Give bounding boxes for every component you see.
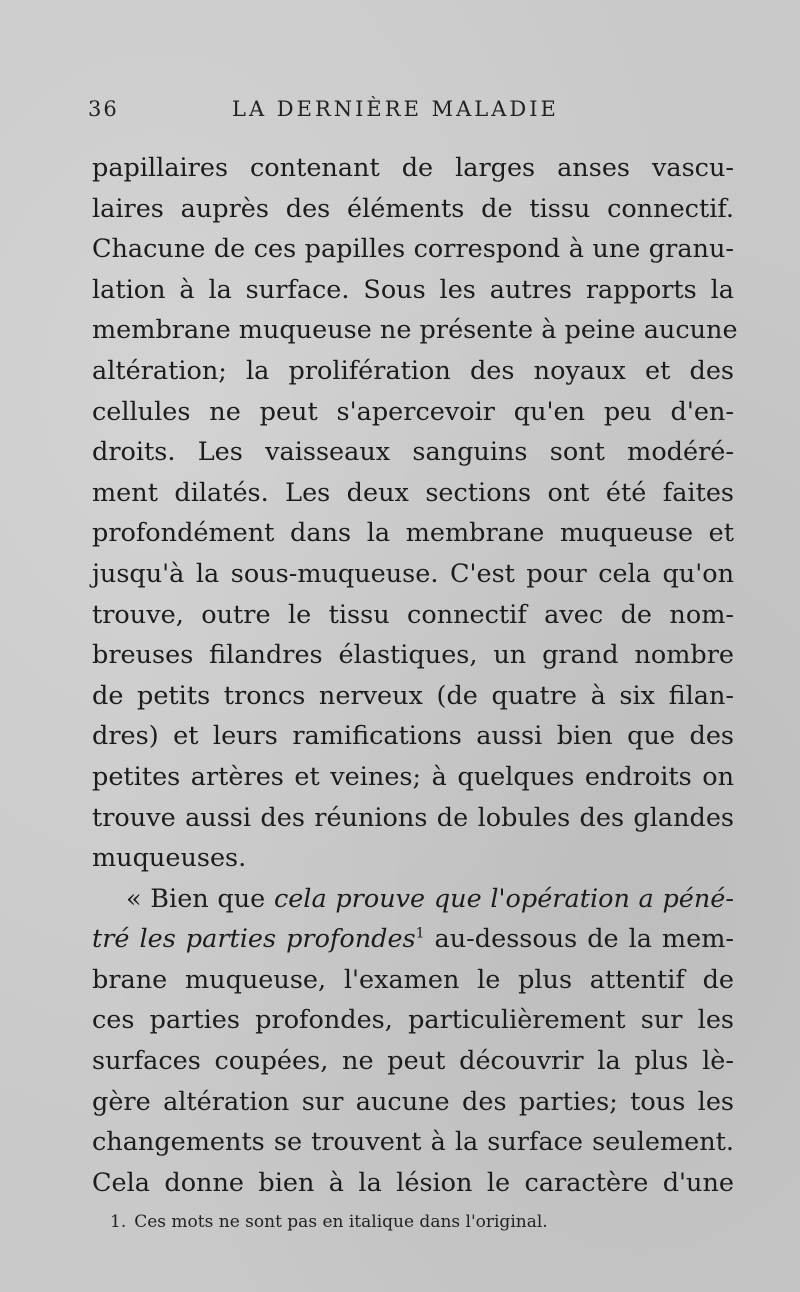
quote-start-line <box>92 879 734 920</box>
text-line: lation à la surface. Sous les autres rapports la <box>92 274 734 305</box>
italic-text: tré les parties profondes <box>92 924 416 955</box>
text-line: jusqu'à la sous-muqueuse. C'est pour cela qu'on <box>92 558 734 589</box>
text-line: profondément dans la membrane muqueuse et <box>92 518 734 549</box>
text-line: gère altération sur aucune des parties; tous les <box>92 1086 734 1117</box>
text-line: Chacune de ces papilles correspond à une granu- <box>92 234 734 265</box>
text-line: trouve aussi des réunions de lobules des glandes <box>92 802 734 833</box>
text-line: trouve, outre le tissu connectif avec de nom- <box>92 599 734 630</box>
text-line: petites artères et veines; à quelques endroits on <box>92 761 734 792</box>
text-line: cellules ne peut s'apercevoir qu'en peu d'en- <box>92 396 734 427</box>
text-line: papillaires contenant de larges anses vascu- <box>92 153 734 183</box>
text-line: breuses filandres élastiques, un grand nombre <box>92 640 734 671</box>
running-head <box>88 97 728 133</box>
text-line: ces parties profondes, particulièrement sur les <box>92 1005 734 1036</box>
text-line: brane muqueuse, l'examen le plus attentif de <box>92 964 734 995</box>
text-line: droits. Les vaisseaux sanguins sont modéré- <box>92 437 734 468</box>
footnote-number: 1. <box>110 1212 127 1232</box>
text-line: altération; la prolifération des noyaux et des <box>92 355 734 386</box>
text-line: changements se trouvent à la surface seulement. <box>92 1127 734 1158</box>
footnote <box>110 1212 730 1232</box>
text-line: laires auprès des éléments de tissu connectif. <box>92 193 734 224</box>
paragraph-end-line: muqueuses. <box>92 843 247 874</box>
text-line: surfaces coupées, ne peut découvrir la plus lè- <box>92 1046 734 1077</box>
quote-open-text: « Bien que <box>126 883 274 914</box>
page-number: 36 <box>88 97 119 121</box>
text-line: Cela donne bien à la lésion le caractère d'une <box>92 1167 734 1198</box>
body-text <box>92 148 738 1203</box>
italic-text: cela prouve que l'opération a péné- <box>273 883 734 914</box>
text-line <box>92 919 734 960</box>
running-title: LA DERNIÈRE MALADIE <box>232 97 559 121</box>
text-segment: au-dessous de la mem- <box>424 924 734 955</box>
text-line: de petits troncs nerveux (de quatre à six filan- <box>92 680 734 711</box>
footnote-reference[interactable]: 1 <box>415 925 425 942</box>
text-line: ment dilatés. Les deux sections ont été faites <box>92 477 734 508</box>
footnote-text: Ces mots ne sont pas en italique dans l'original. <box>134 1212 548 1232</box>
text-line: membrane muqueuse ne présente à peine aucune <box>92 315 738 346</box>
text-line: dres) et leurs ramifications aussi bien que des <box>92 721 734 752</box>
